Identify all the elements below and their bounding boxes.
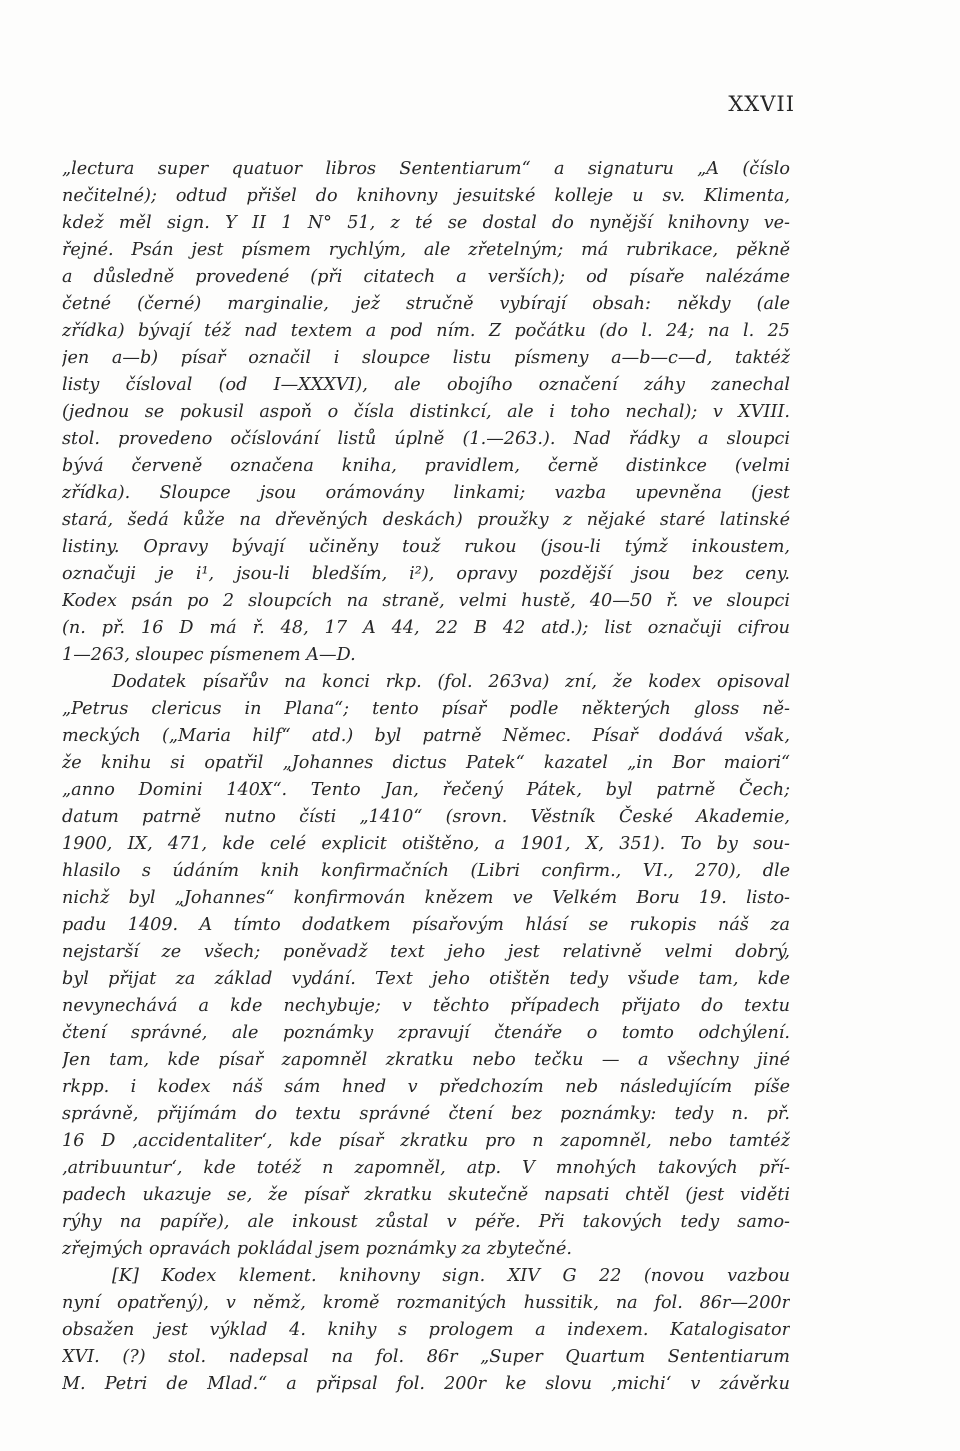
text-line: (jednou se pokusil aspoň o čísla distinkcí, ale i toho nechal); v XVIII. [62,402,790,422]
text-line: čtení správné, ale poznámky zpravují čtenáře o tomto odchýlení. [62,1023,790,1043]
text-line: jen a—b) písař označil i sloupce listu písmeny a—b—c—d, taktéž [62,348,790,368]
text-line: padu 1409. A tímto dodatkem písařovým hlásí se rukopis náš za [62,915,790,935]
text-line: kdež měl sign. Y II 1 N° 51, z té se dostal do nynější knihovny ve- [62,213,790,233]
text-line: listy čísloval (od I—XXXVI), ale obojího označení záhy zanechal [62,375,790,395]
text-line: obsažen jest výklad 4. knihy s prologem a indexem. Katalogisator [62,1320,790,1340]
text-line: M. Petri de Mlad.“ a připsal fol. 200r ke slovu ‚michi‘ v závěrku [62,1374,790,1394]
text-line: „Petrus clericus in Plana“; tento písař podle některých gloss ně- [62,699,790,719]
text-line: označuji je i¹, jsou-li bledším, i²), opravy pozdější jsou bez ceny. [62,564,790,584]
text-line: XVI. (?) stol. nadepsal na fol. 86r „Super Quartum Sententiarum [62,1347,790,1367]
text-line: Dodatek písařův na konci rkp. (fol. 263va) zní, že kodex opisoval [112,672,790,692]
text-line: bývá červeně označena kniha, pravidlem, černě distinkce (velmi [62,456,790,476]
text-line: řejné. Psán jest písmem rychlým, ale zřetelným; má rubrikace, pěkně [62,240,790,260]
text-line: a důsledně provedené (při citatech a verších); od písaře nalézáme [62,267,790,287]
text-line: správně, přijímám do textu správné čtení bez poznámky: tedy n. př. [62,1104,790,1124]
text-line: 1900, IX, 471, kde celé explicit otištěno, a 1901, X, 351). To by sou- [62,834,790,854]
text-line: padech ukazuje se, že písař zkratku skutečně napsati chtěl (jest viděti [62,1185,790,1205]
text-line: stol. provedeno očíslování listů úplně (1.—263.). Nad řádky a sloupci [62,429,790,449]
body-text [62,156,790,1398]
text-line: stará, šedá kůže na dřevěných deskách) proužky z nějaké staré latinské [62,510,790,530]
text-line: Kodex psán po 2 sloupcích na straně, velmi hustě, 40—50 ř. ve sloupci [62,591,790,611]
text-line: že knihu si opatřil „Johannes dictus Patek“ kazatel „in Bor maiori“ [62,753,790,773]
text-line: zřejmých opravách pokládal jsem poznámky za zbytečné. [62,1239,572,1259]
text-line: 1—263, sloupec písmenem A—D. [62,645,356,665]
page-number: XXVII [728,92,795,116]
text-line: zřídka). Sloupce jsou orámovány linkami; vazba upevněna (jest [62,483,790,503]
text-line: byl přijat za základ vydání. Text jeho otištěn tedy všude tam, kde [62,969,790,989]
text-line: četné (černé) marginalie, jež stručně vybírají obsah: někdy (ale [62,294,790,314]
text-line: Jen tam, kde písař zapomněl zkratku nebo tečku — a všechny jiné [62,1050,790,1070]
text-line: listiny. Opravy bývají učiněny touž rukou (jsou-li týmž inkoustem, [62,537,790,557]
text-line: „anno Domini 140X“. Tento Jan, řečený Pátek, byl patrně Čech; [62,780,790,800]
text-line: hlasilo s údáním knih konfirmačních (Libri confirm., VI., 270), dle [62,861,790,881]
text-line: zřídka) bývají též nad textem a pod ním. Z počátku (do l. 24; na l. 25 [62,321,790,341]
text-line: datum patrně nutno čísti „1410“ (srovn. Věstník České Akademie, [62,807,790,827]
text-line: nevynechává a kde nechybuje; v těchto případech přijato do textu [62,996,790,1016]
text-line: (n. př. 16 D má ř. 48, 17 A 44, 22 B 42 atd.); list označuji cifrou [62,618,790,638]
text-line: „lectura super quatuor libros Sententiarum“ a signaturu „A (číslo [62,159,790,179]
text-line: nejstarší ze všech; poněvadž text jeho jest relativně velmi dobrý, [62,942,790,962]
text-line: meckých („Maria hilf“ atd.) byl patrně Němec. Písař dodává však, [62,726,790,746]
text-line: rkpp. i kodex náš sám hned v předchozím neb následujícím píše [62,1077,790,1097]
text-line: 16 D ‚accidentaliter‘, kde písař zkratku pro n zapomněl, nebo tamtéž [62,1131,790,1151]
text-line: nichž byl „Johannes“ konfirmován knězem ve Velkém Boru 19. listo- [62,888,790,908]
text-line: rýhy na papíře), ale inkoust zůstal v péře. Při takových tedy samo- [62,1212,790,1232]
text-line: nyní opatřený), v němž, kromě rozmanitých hussitik, na fol. 86r—200r [62,1293,790,1313]
text-line: nečitelné); odtud přišel do knihovny jesuitské kolleje u sv. Klimenta, [62,186,790,206]
text-line: [K] Kodex klement. knihovny sign. XIV G 22 (novou vazbou [112,1266,790,1286]
text-line: ‚atribuuntur‘, kde totéž n zapomněl, atp. V mnohých takových pří- [62,1158,790,1178]
